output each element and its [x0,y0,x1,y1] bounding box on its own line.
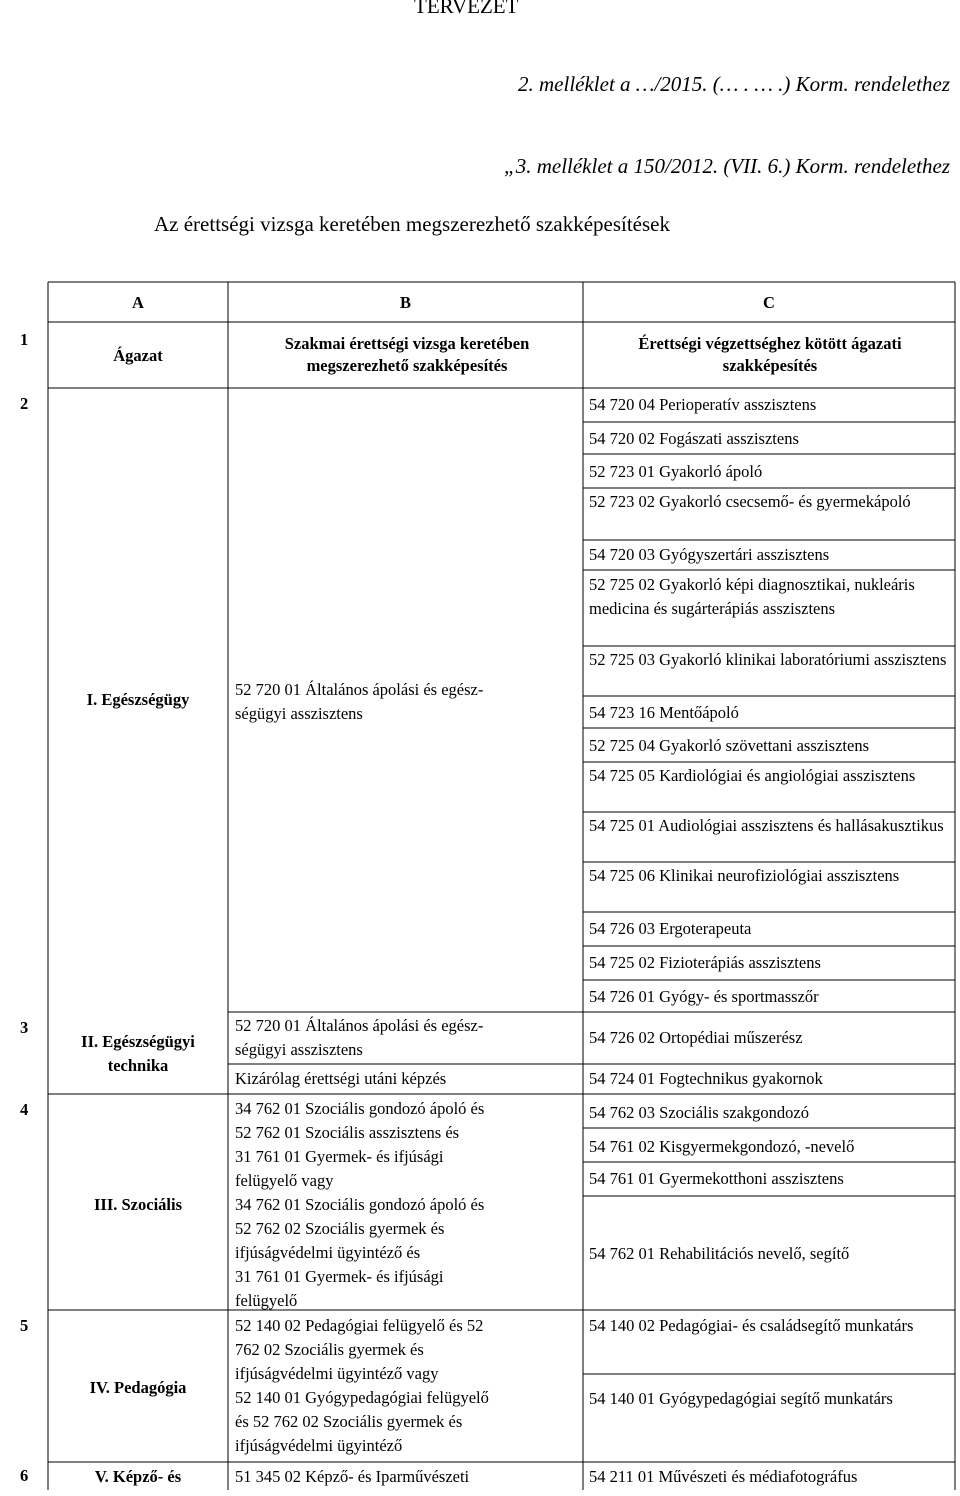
qualification-item: 54 211 01 Művészeti és médiafotográfus [589,1467,858,1486]
qualification-item: 54 720 04 Perioperatív asszisztens [589,395,817,414]
qualification-item: 54 761 01 Gyermekotthoni asszisztens [589,1169,844,1188]
column-letter-a: A [132,293,144,312]
health-technology-exam-qualification: 52 720 01 Általános ápolási és egész- ségügyi asszisztens [235,1016,484,1059]
row-number-3: 3 [20,1018,29,1037]
qualification-item: 54 725 05 Kardiológiai és angiológiai asszisztens [589,766,916,785]
column-letter-c: C [763,293,775,312]
qualification-item: 54 726 03 Ergoterapeuta [589,919,752,938]
heading-exam-qualification: Szakmai érettségi vizsga keretében megszerezhető szakképesítés [284,334,530,375]
qualification-item: 54 762 01 Rehabilitációs nevelő, segítő [589,1244,850,1263]
healthcare-exam-qualification: 52 720 01 Általános ápolási és egész- ségügyi asszisztens [235,680,484,723]
row-number-4: 4 [20,1100,29,1119]
page-title: Az érettségi vizsga keretében megszerezhető szakképesítések [154,212,670,236]
qualification-item: 52 725 03 Gyakorló klinikai laboratóriumi asszisztens [589,650,947,669]
post-secondary-note: Kizárólag érettségi utáni képzés [235,1069,447,1088]
column-letter-b: B [399,293,411,312]
qualification-item: 54 725 02 Fizioterápiás asszisztens [589,953,821,972]
sector-visual-arts: V. Képző- és [94,1467,182,1486]
qualification-item: 54 140 02 Pedagógiai- és családsegítő munkatárs [589,1316,914,1335]
qualification-item: 54 726 02 Ortopédiai műszerész [589,1028,803,1047]
heading-sector: Ágazat [113,346,163,365]
draft-label: TERVEZET [414,0,519,18]
annex-reference-amended: „3. melléklet a 150/2012. (VII. 6.) Korm. rendelethez [504,154,950,178]
row-number-1: 1 [20,330,29,349]
row-number-5: 5 [20,1316,29,1335]
qualification-item: 52 725 04 Gyakorló szövettani asszisztens [589,736,869,755]
row-number-2: 2 [20,394,29,413]
qualification-item: 52 723 02 Gyakorló csecsemő- és gyermekápoló [589,492,911,511]
qualification-item: 54 724 01 Fogtechnikus gyakornok [589,1069,823,1088]
heading-sector-qualification: Érettségi végzettséghez kötött ágazati szakképesítés [638,334,902,375]
qualification-item: 54 720 03 Gyógyszertári asszisztens [589,545,830,564]
sector-social: III. Szociális [93,1195,182,1214]
pedagogy-exam-qualifications: 52 140 02 Pedagógiai felügyelő és 52 762 02 Szociális gyermek és ifjúságvédelmi ügyintéző vagy 52 140 01 Gyógypedagógiai felügyelő és 52 762 02 Szociális gyermek és ifjúságvédelmi ügyintéző [235,1316,489,1455]
sector-health-technology: II. Egészségügyi technika [81,1032,195,1075]
row-number-6: 6 [20,1466,29,1485]
qualification-item: 54 723 16 Mentőápoló [589,703,739,722]
social-exam-qualifications: 34 762 01 Szociális gondozó ápoló és 52 762 01 Szociális asszisztens és 31 761 01 Gyermek- és ifjúsági felügyelő vagy 34 762 01 Szociális gondozó ápoló és 52 762 02 Szociális gyermek és ifjúságvédelmi ügyintéző és 31 761 01 Gyermek- és ifjúsági felügyelő [235,1099,485,1310]
qualification-item: 54 720 02 Fogászati asszisztens [589,429,799,448]
qualification-item: 52 725 02 Gyakorló képi diagnosztikai, nukleáris medicina és sugárterápiás asszisztens [589,575,915,618]
sector-healthcare: I. Egészségügy [86,690,190,709]
annex-reference: 2. melléklet a …/2015. (… . … .) Korm. rendelethez [518,72,950,96]
visual-arts-exam-qualification: 51 345 02 Képző- és Iparművészeti [235,1467,470,1486]
qualification-item: 54 726 01 Gyógy- és sportmasszőr [589,987,819,1006]
qualification-item: 54 762 03 Szociális szakgondozó [589,1103,809,1122]
qualification-item: 54 725 01 Audiológiai asszisztens és hallásakusztikus [589,816,944,835]
sector-pedagogy: IV. Pedagógia [89,1378,187,1397]
qualification-item: 52 723 01 Gyakorló ápoló [589,462,763,481]
qualification-item: 54 761 02 Kisgyermekgondozó, -nevelő [589,1137,855,1156]
qualification-item: 54 140 01 Gyógypedagógiai segítő munkatárs [589,1389,893,1408]
qualification-item: 54 725 06 Klinikai neurofiziológiai asszisztens [589,866,900,885]
